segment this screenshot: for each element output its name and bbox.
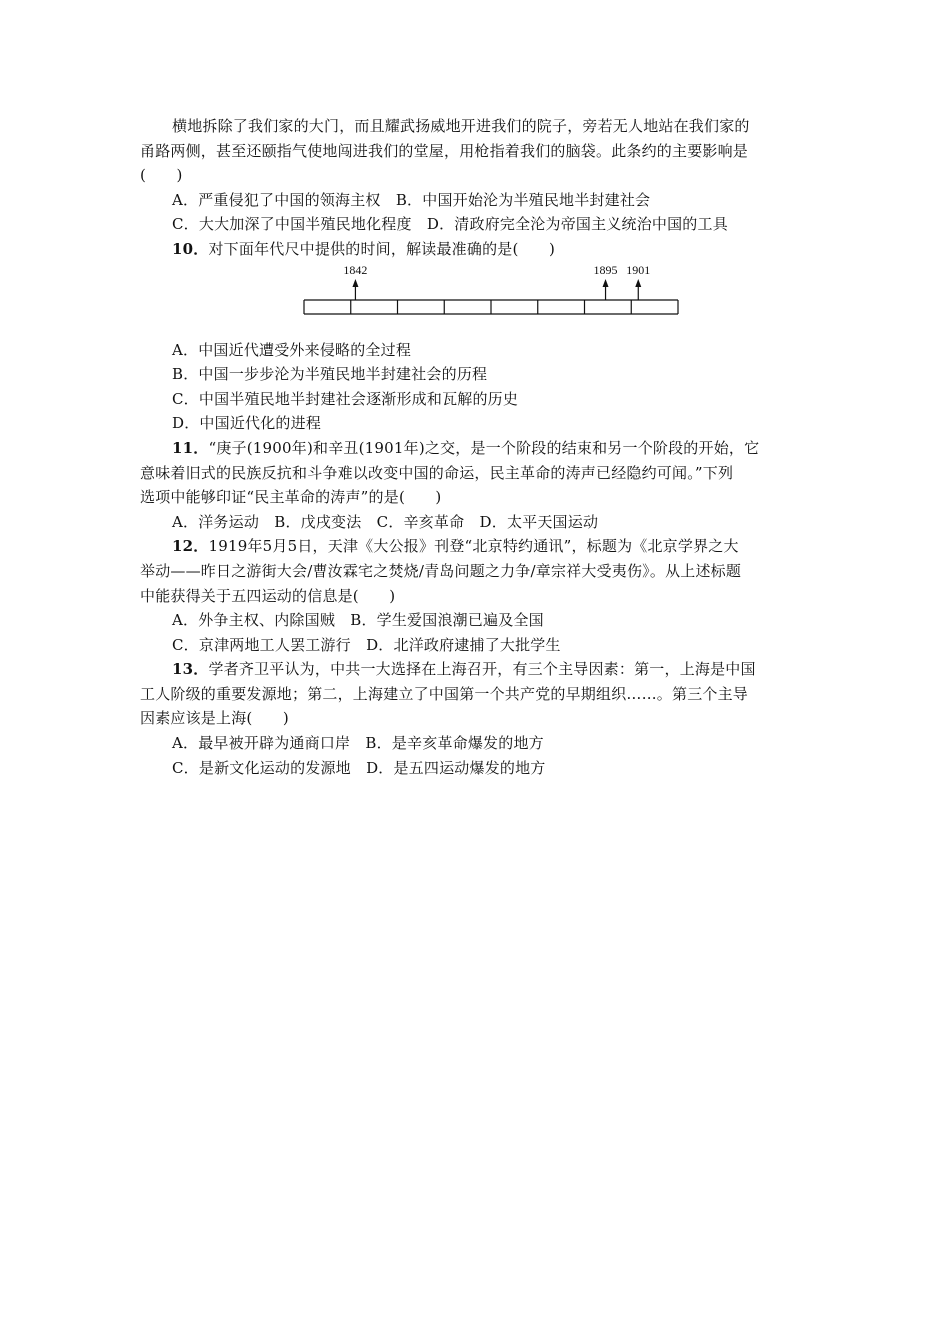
q9-stem-line-3: ( ) <box>140 166 183 185</box>
q10-option-c: C．中国半殖民地半封建社会逐渐形成和瓦解的历史 <box>172 389 519 408</box>
q10-option-b: B．中国一步步沦为半殖民地半封建社会的历程 <box>172 365 488 384</box>
timeline-bar <box>304 300 678 314</box>
timeline-figure <box>140 262 812 338</box>
q10-option-d: D．中国近代化的进程 <box>172 414 322 433</box>
timeline-arrowhead <box>635 279 641 287</box>
q13-stem-line-1 <box>140 657 812 682</box>
q10-stem <box>140 237 812 262</box>
q13-options-cd: C．是新文化运动的发源地 D．是五四运动爆发的地方 <box>172 758 546 777</box>
q11-stem-line-3: 选项中能够印证“民主革命的涛声”的是( ) <box>140 488 442 507</box>
q12-stem-line-2: 举动——昨日之游街大会/曹汝霖宅之焚烧/青岛问题之力争/章宗祥大受夷伤》。从上述标题 <box>140 561 742 580</box>
q11-stem-line-2: 意味着旧式的民族反抗和斗争难以改变中国的命运，民主革命的涛声已经隐约可闻。”下列 <box>140 463 734 482</box>
q10-option-a: A．中国近代遭受外来侵略的全过程 <box>172 340 412 359</box>
timeline-arrowhead <box>603 279 609 287</box>
q11-stem-line-1 <box>140 436 812 461</box>
q12-options-ab: A．外争主权、内除国贼 B．学生爱国浪潮已遍及全国 <box>172 611 544 630</box>
q11-stem-text-1: “庚子(1900年)和辛丑(1901年)之交，是一个阶段的结束和另一个阶段的开始，它 <box>208 438 760 457</box>
timeline-year-label: 1842 <box>343 262 368 277</box>
q13-stem-line-3: 因素应该是上海( ) <box>140 709 289 728</box>
timeline-arrowhead <box>352 279 358 287</box>
q12-stem-line-3: 中能获得关于五四运动的信息是( ) <box>140 586 396 605</box>
q11-number: 11． <box>172 438 209 457</box>
timeline-year-label: 1895 <box>593 262 618 277</box>
q12-number: 12． <box>172 537 209 556</box>
q9-options-cd: C．大大加深了中国半殖民地化程度 D．清政府完全沦为帝国主义统治中国的工具 <box>172 215 728 234</box>
q9-stem-line-2: 甬路两侧，甚至还颐指气使地闯进我们的堂屋，用枪指着我们的脑袋。此条约的主要影响是 <box>140 141 749 160</box>
q13-stem-line-2: 工人阶级的重要发源地；第二，上海建立了中国第一个共产党的早期组织……。第三个主导 <box>140 684 749 703</box>
q11-options: A．洋务运动 B．戊戌变法 C．辛亥革命 D．太平天国运动 <box>172 512 599 531</box>
q13-options-ab: A．最早被开辟为通商口岸 B．是辛亥革命爆发的地方 <box>172 734 544 753</box>
q9-stem-line-1: 横地拆除了我们家的大门，而且耀武扬威地开进我们的院子，旁若无人地站在我们家的 <box>172 117 750 135</box>
q10-number: 10． <box>172 239 209 258</box>
q12-stem-line-1 <box>140 534 812 559</box>
timeline-markers <box>343 263 650 300</box>
q10-stem-text: 对下面年代尺中提供的时间，解读最准确的是( ) <box>208 239 555 258</box>
document-page <box>140 114 812 780</box>
q13-stem-text-1: 学者齐卫平认为，中共一大选择在上海召开，有三个主导因素：第一，上海是中国 <box>208 660 756 679</box>
timeline-year-label: 1901 <box>626 262 651 277</box>
q12-stem-text-1: 1919年5月5日，天津《大公报》刊登“北京特约通讯”，标题为《北京学界之大 <box>208 537 739 556</box>
q12-options-cd: C．京津两地工人罢工游行 D．北洋政府逮捕了大批学生 <box>172 635 561 654</box>
timeline-ruler <box>140 262 812 338</box>
q13-number: 13． <box>172 660 209 679</box>
q9-options-ab: A．严重侵犯了中国的领海主权 B．中国开始沦为半殖民地半封建社会 <box>172 190 651 209</box>
